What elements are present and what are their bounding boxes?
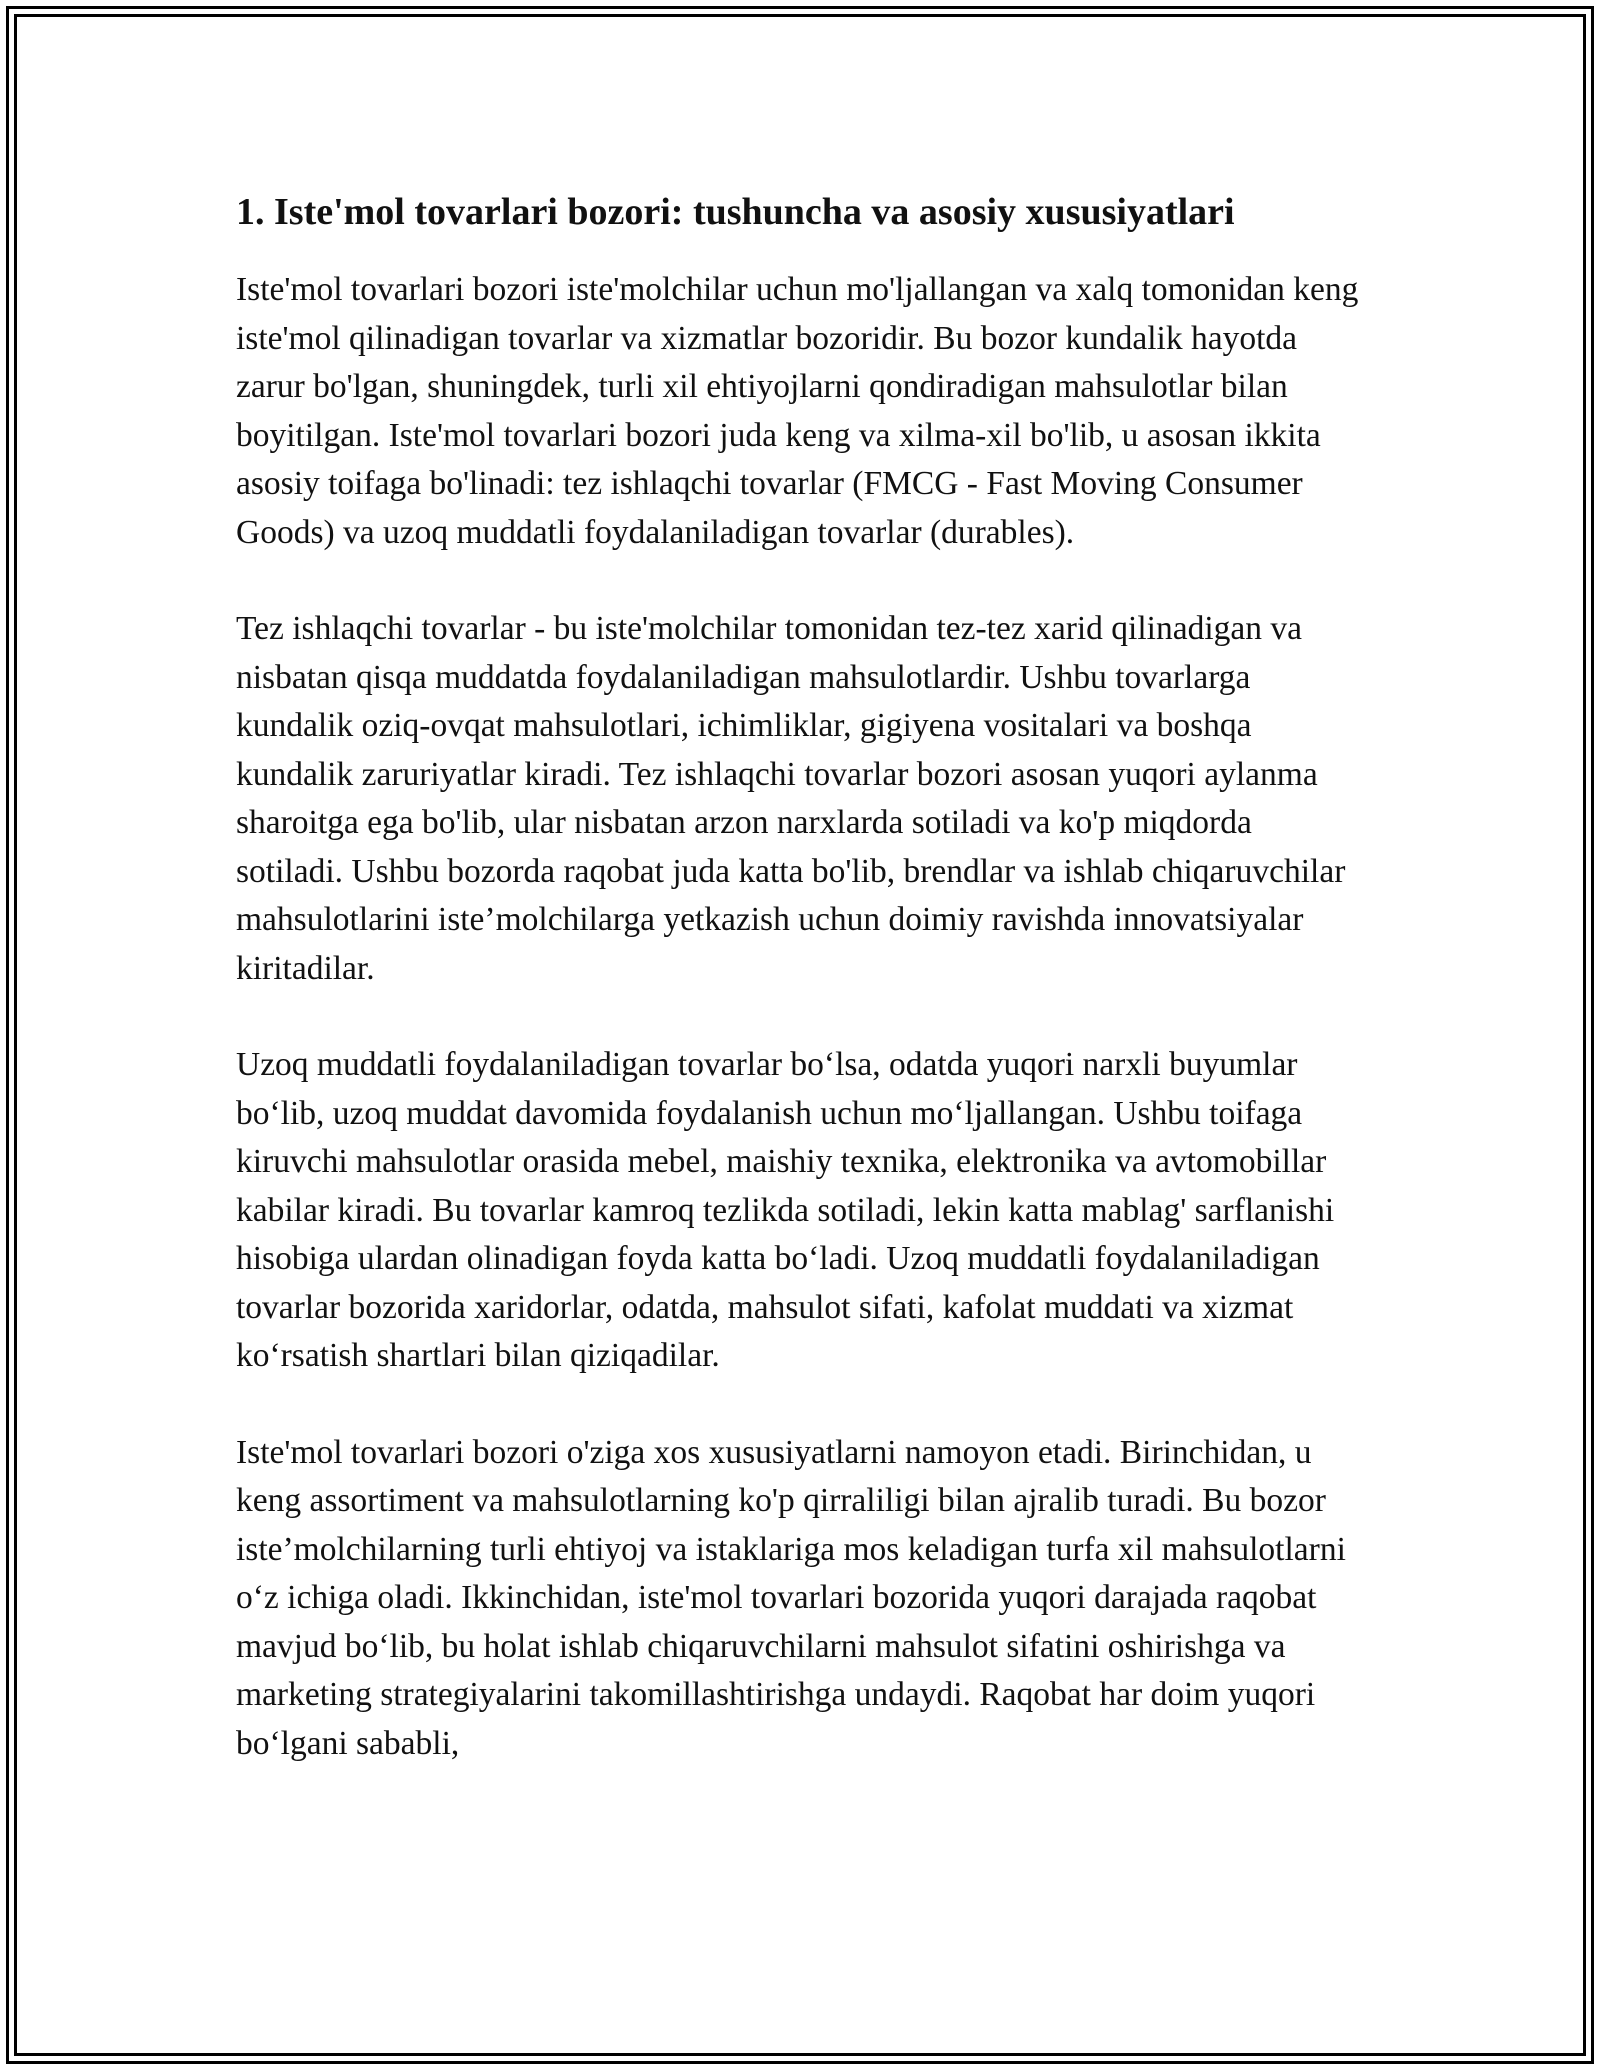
- paragraph-intro: Iste'mol tovarlari bozori iste'molchilar uchun mo'ljallangan va xalq tomonidan keng iste'mol qilinadigan tovarlar va xizmatlar bozoridir. Bu bozor kundalik hayotda zarur bo'lgan, shuningdek, turli xil ehtiyojlarni qondiradigan mahsulotlar bilan boyitilgan. Iste'mol tovarlari bozori juda keng va xilma-xil bo'lib, u asosan ikkita asosiy toifaga bo'linadi: tez ishlaqchi tovarlar (FMCG - Fast Moving Consumer Goods) va uzoq muddatli foydalaniladigan tovarlar (durables).: [236, 271, 1359, 551]
- section-heading: 1. Iste'mol tovarlari bozori: tushuncha va asosiy xususiyatlari: [236, 191, 1235, 233]
- paragraph-durables: Uzoq muddatli foydalaniladigan tovarlar boʻlsa, odatda yuqori narxli buyumlar boʻlib, uzoq muddat davomida foydalanish uchun moʻljallangan. Ushbu toifaga kiruvchi mahsulotlar orasida mebel, maishiy texnika, elektronika va avtomobillar kabilar kiradi. Bu tovarlar kamroq tezlikda sotiladi, lekin katta mablag' sarflanishi hisobiga ulardan olinadigan foyda katta boʻladi. Uzoq muddatli foydalaniladigan tovarlar bozorida xaridorlar, odatda, mahsulot sifati, kafolat muddati va xizmat koʻrsatish shartlari bilan qiziqadilar.: [236, 1046, 1335, 1374]
- document-body: [236, 188, 1366, 1768]
- paragraph-features: Iste'mol tovarlari bozori o'ziga xos xususiyatlarni namoyon etadi. Birinchidan, u keng assortiment va mahsulotlarning ko'p qirraliligi bilan ajralib turadi. Bu bozor iste’molchilarning turli ehtiyoj va istaklariga mos keladigan turfa xil mahsulotlarni oʻz ichiga oladi. Ikkinchidan, iste'mol tovarlari bozorida yuqori darajada raqobat mavjud boʻlib, bu holat ishlab chiqaruvchilarni mahsulot sifatini oshirishga va marketing strategiyalarini takomillashtirishga undaydi. Raqobat har doim yuqori boʻlgani sababli,: [236, 1433, 1346, 1762]
- paragraph-fmcg: Tez ishlaqchi tovarlar - bu iste'molchilar tomonidan tez-tez xarid qilinadigan va nisbatan qisqa muddatda foydalaniladigan mahsulotlardir. Ushbu tovarlarga kundalik oziq-ovqat mahsulotlari, ichimliklar, gigiyena vositalari va boshqa kundalik zaruriyatlar kiradi. Tez ishlaqchi tovarlar bozori asosan yuqori aylanma sharoitga ega bo'lib, ular nisbatan arzon narxlarda sotiladi va ko'p miqdorda sotiladi. Ushbu bozorda raqobat juda katta bo'lib, brendlar va ishlab chiqaruvchilar mahsulotlarini iste’molchilarga yetkazish uchun doimiy ravishda innovatsiyalar kiritadilar.: [236, 610, 1346, 987]
